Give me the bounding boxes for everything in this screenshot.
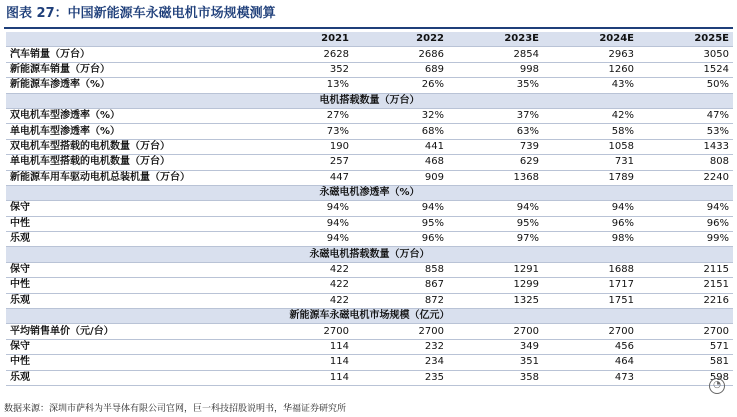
value-cell: 257 (258, 155, 353, 170)
table-row (6, 78, 733, 93)
value-cell: 422 (258, 278, 353, 293)
value-cell: 13% (258, 78, 353, 93)
section-title: 电机搭载数量（万台） (6, 93, 733, 108)
value-cell: 2216 (638, 293, 733, 308)
value-cell: 96% (353, 232, 448, 247)
value-cell: 998 (448, 62, 543, 77)
value-cell: 2700 (448, 324, 543, 339)
year-header-2023e: 2023E (448, 32, 543, 47)
table-row (6, 155, 733, 170)
value-cell: 571 (638, 339, 733, 354)
value-cell: 352 (258, 62, 353, 77)
year-header-2021: 2021 (258, 32, 353, 47)
row-label: 乐观 (6, 293, 258, 308)
value-cell: 50% (638, 78, 733, 93)
row-label: 汽车销量（万台） (6, 47, 258, 62)
section-header-row (6, 185, 733, 200)
table-row (6, 339, 733, 354)
value-cell: 358 (448, 370, 543, 385)
row-label: 乐观 (6, 370, 258, 385)
value-cell: 232 (353, 339, 448, 354)
value-cell: 581 (638, 355, 733, 370)
value-cell: 2240 (638, 170, 733, 185)
row-label: 双电机车型搭载的电机数量（万台） (6, 139, 258, 154)
row-label: 保守 (6, 262, 258, 277)
value-cell: 447 (258, 170, 353, 185)
value-cell: 190 (258, 139, 353, 154)
value-cell: 53% (638, 124, 733, 139)
value-cell: 473 (543, 370, 638, 385)
value-cell: 867 (353, 278, 448, 293)
section-header-row (6, 93, 733, 108)
value-cell: 422 (258, 262, 353, 277)
table-row (6, 293, 733, 308)
value-cell: 456 (543, 339, 638, 354)
value-cell: 1789 (543, 170, 638, 185)
section-title: 新能源车永磁电机市场规模（亿元） (6, 309, 733, 324)
row-label: 保守 (6, 201, 258, 216)
section-title: 永磁电机搭载数量（万台） (6, 247, 733, 262)
value-cell: 114 (258, 339, 353, 354)
table-row (6, 62, 733, 77)
value-cell: 94% (638, 201, 733, 216)
table-row (6, 124, 733, 139)
value-cell: 58% (543, 124, 638, 139)
value-cell: 1260 (543, 62, 638, 77)
value-cell: 47% (638, 108, 733, 123)
row-label: 单电机车型搭载的电机数量（万台） (6, 155, 258, 170)
value-cell: 68% (353, 124, 448, 139)
value-cell: 872 (353, 293, 448, 308)
value-cell: 94% (353, 201, 448, 216)
value-cell: 629 (448, 155, 543, 170)
row-label: 中性 (6, 216, 258, 231)
section-header-row (6, 309, 733, 324)
section-header-row (6, 247, 733, 262)
value-cell: 1325 (448, 293, 543, 308)
value-cell: 96% (638, 216, 733, 231)
value-cell: 349 (448, 339, 543, 354)
table-row (6, 139, 733, 154)
year-header-2022: 2022 (353, 32, 448, 47)
table-header-row (6, 32, 733, 47)
value-cell: 96% (543, 216, 638, 231)
value-cell: 1688 (543, 262, 638, 277)
value-cell: 114 (258, 355, 353, 370)
value-cell: 689 (353, 62, 448, 77)
table-row (6, 370, 733, 385)
value-cell: 422 (258, 293, 353, 308)
value-cell: 808 (638, 155, 733, 170)
value-cell: 1433 (638, 139, 733, 154)
value-cell: 97% (448, 232, 543, 247)
value-cell: 1524 (638, 62, 733, 77)
value-cell: 2854 (448, 47, 543, 62)
market-size-table (6, 32, 733, 386)
value-cell: 234 (353, 355, 448, 370)
value-cell: 351 (448, 355, 543, 370)
value-cell: 464 (543, 355, 638, 370)
page-title: 图表 27：中国新能源车永磁电机市场规模测算 (6, 6, 276, 21)
value-cell: 95% (353, 216, 448, 231)
value-cell: 94% (258, 232, 353, 247)
value-cell: 909 (353, 170, 448, 185)
value-cell: 2686 (353, 47, 448, 62)
section-title: 永磁电机渗透率（%） (6, 185, 733, 200)
value-cell: 2700 (638, 324, 733, 339)
year-header-2025e: 2025E (638, 32, 733, 47)
source-note: 数据来源：深圳市萨科为半导体有限公司官网，巨一科技招股说明书，华福证券研究所 (4, 404, 347, 414)
row-label: 平均销售单价（元/台） (6, 324, 258, 339)
table-row (6, 216, 733, 231)
wechat-logo-icon: ◔ (709, 378, 725, 394)
value-cell: 37% (448, 108, 543, 123)
value-cell: 1717 (543, 278, 638, 293)
value-cell: 731 (543, 155, 638, 170)
value-cell: 114 (258, 370, 353, 385)
table-row (6, 324, 733, 339)
table-row (6, 170, 733, 185)
row-label: 保守 (6, 339, 258, 354)
year-header-2024e: 2024E (543, 32, 638, 47)
value-cell: 739 (448, 139, 543, 154)
value-cell: 99% (638, 232, 733, 247)
row-label: 新能源车销量（万台） (6, 62, 258, 77)
value-cell: 27% (258, 108, 353, 123)
value-cell: 2700 (353, 324, 448, 339)
table-row (6, 232, 733, 247)
table-row (6, 278, 733, 293)
value-cell: 94% (258, 201, 353, 216)
value-cell: 42% (543, 108, 638, 123)
watermark-logo (709, 376, 729, 396)
value-cell: 98% (543, 232, 638, 247)
value-cell: 1291 (448, 262, 543, 277)
value-cell: 1299 (448, 278, 543, 293)
value-cell: 3050 (638, 47, 733, 62)
value-cell: 235 (353, 370, 448, 385)
value-cell: 73% (258, 124, 353, 139)
value-cell: 94% (543, 201, 638, 216)
table-row (6, 262, 733, 277)
value-cell: 2700 (258, 324, 353, 339)
value-cell: 2115 (638, 262, 733, 277)
row-label: 中性 (6, 355, 258, 370)
value-cell: 1058 (543, 139, 638, 154)
value-cell: 32% (353, 108, 448, 123)
title-divider (4, 27, 733, 29)
value-cell: 2963 (543, 47, 638, 62)
value-cell: 2628 (258, 47, 353, 62)
value-cell: 468 (353, 155, 448, 170)
value-cell: 1368 (448, 170, 543, 185)
value-cell: 35% (448, 78, 543, 93)
value-cell: 95% (448, 216, 543, 231)
row-label: 单电机车型渗透率（%） (6, 124, 258, 139)
row-label: 中性 (6, 278, 258, 293)
value-cell: 43% (543, 78, 638, 93)
row-label: 乐观 (6, 232, 258, 247)
value-cell: 441 (353, 139, 448, 154)
value-cell: 598 (638, 370, 733, 385)
value-cell: 2151 (638, 278, 733, 293)
header-label-cell (6, 32, 258, 47)
value-cell: 1751 (543, 293, 638, 308)
value-cell: 26% (353, 78, 448, 93)
row-label: 新能源车渗透率（%） (6, 78, 258, 93)
value-cell: 63% (448, 124, 543, 139)
row-label: 双电机车型渗透率（%） (6, 108, 258, 123)
table-row (6, 355, 733, 370)
table-row (6, 201, 733, 216)
table-row (6, 47, 733, 62)
value-cell: 858 (353, 262, 448, 277)
value-cell: 94% (258, 216, 353, 231)
value-cell: 2700 (543, 324, 638, 339)
value-cell: 94% (448, 201, 543, 216)
row-label: 新能源车用车驱动电机总装机量（万台） (6, 170, 258, 185)
table-row (6, 108, 733, 123)
